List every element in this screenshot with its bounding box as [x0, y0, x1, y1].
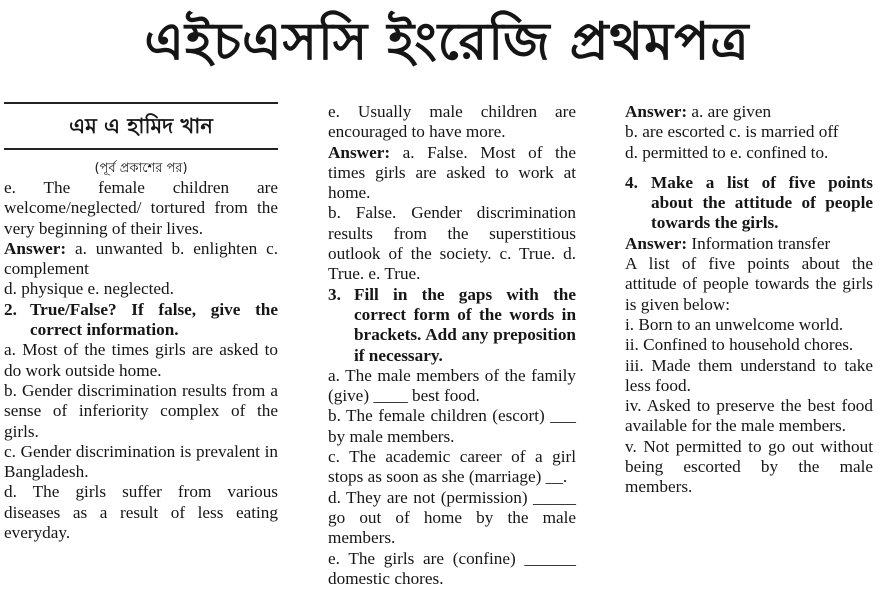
- question-text: Fill in the gaps with the correct form of the words in brackets. Add any preposition if necessary.: [354, 284, 576, 365]
- question-text: Make a list of five points about the attitude of people towards the girls.: [651, 172, 873, 233]
- question-4: [625, 173, 873, 234]
- item-c: c. Gender discrimination is prevalent in Bangladesh.: [4, 441, 278, 482]
- answer-3-d: d. permitted to e. confined to.: [625, 142, 829, 162]
- column-3: [625, 102, 873, 498]
- question-number: 4.: [625, 172, 638, 192]
- answer-label: Answer:: [328, 142, 391, 162]
- item-d: d. The girls suffer from various diseases as a result of less eating everyday.: [4, 482, 278, 543]
- gap-c: c. The academic career of a girl stops as soon as she (marriage) __.: [328, 447, 576, 487]
- point-i: i. Born to an unwelcome world.: [625, 314, 844, 334]
- gap-d: d. They are not (permission) _____ go out of home by the male members.: [328, 487, 576, 548]
- point-ii: ii. Confined to household chores.: [625, 335, 854, 355]
- author-byline: এম এ হামিদ খান: [4, 102, 278, 150]
- answer-3-b: b. are escorted c. is married off: [625, 122, 839, 142]
- item-b: b. Gender discrimination results from a sense of inferiority complex of the girls.: [4, 380, 278, 441]
- answer-label: Answer:: [625, 102, 688, 121]
- column-2: [328, 102, 576, 589]
- answer-2-cont: b. False. Gender discrimination results from the superstitious outlook of the society. c. True. d. True. e. True.: [328, 203, 576, 284]
- answer-1-cont: d. physique e. neglected.: [4, 279, 174, 299]
- answer-3: Answer: a. are given: [625, 102, 772, 121]
- continued-note: (পূর্ব প্রকাশের পর): [94, 161, 188, 176]
- point-iv: iv. Asked to preserve the best food available for the male members.: [625, 396, 873, 436]
- option-e: e. The female children are welcome/neglected/ tortured from the very beginning of their lives.: [4, 178, 278, 238]
- answer-label: Answer:: [625, 233, 688, 253]
- question-text: True/False? If false, give the correct information.: [30, 299, 278, 340]
- answer-1: Answer: a. unwanted b. enlighten c. complement: [4, 238, 278, 279]
- point-iii: iii. Made them understand to take less food.: [625, 355, 873, 395]
- point-v: v. Not permitted to go out without being escorted by the male members.: [625, 436, 873, 497]
- question-number: 3.: [328, 284, 341, 304]
- column-1: [4, 102, 278, 543]
- masthead-title: এইচএসসি ইংরেজি প্রথমপত্র: [144, 11, 750, 72]
- answer-4: Answer: Information transfer: [625, 233, 831, 253]
- answer-2: Answer: a. False. Most of the times girls are asked to work at home.: [328, 142, 576, 203]
- question-3: [328, 285, 576, 366]
- gap-a: a. The male members of the family (give) ____ best food.: [328, 365, 576, 406]
- item-e: e. Usually male children are encouraged to have more.: [328, 102, 576, 142]
- list-intro: A list of five points about the attitude of people towards the girls is given below:: [625, 254, 873, 314]
- gap-e: e. The girls are (confine) ______ domestic chores.: [328, 548, 576, 588]
- item-a: a. Most of the times girls are asked to do work outside home.: [4, 340, 278, 380]
- answer-label: Answer:: [4, 238, 67, 258]
- question-2: [4, 300, 278, 341]
- gap-b: b. The female children (escort) ___ by male members.: [328, 406, 576, 446]
- question-number: 2.: [4, 299, 17, 319]
